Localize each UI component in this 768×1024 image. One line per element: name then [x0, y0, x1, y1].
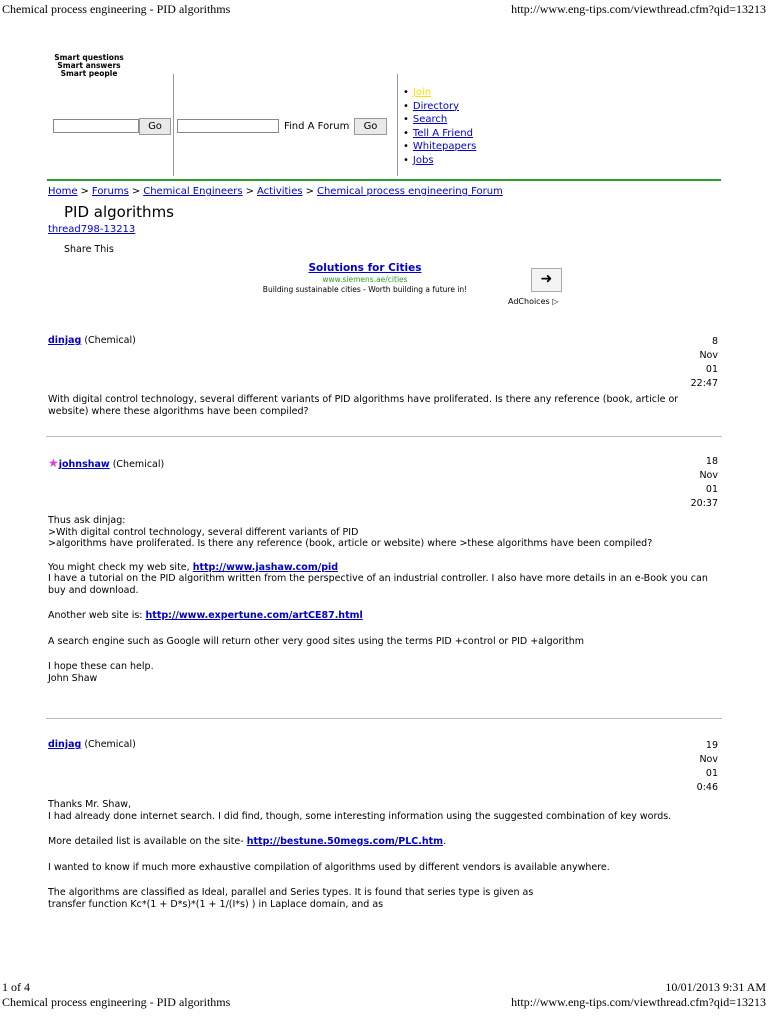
post-text: With digital control technology, several different variants of PID algorithms have proliferated. Is there any reference (book, article or website) where these algorithms have been compiled? — [48, 394, 679, 417]
post-line: >algorithms have proliferated. Is there any reference (book, article or website) where >these algorithms have been compiled? — [48, 538, 653, 549]
nav-jobs-link[interactable]: Jobs — [412, 154, 434, 166]
post-divider — [46, 436, 722, 437]
ad-text: Building sustainable cities - Worth building a future in! — [262, 285, 468, 294]
ad-title[interactable]: Solutions for Cities — [308, 262, 422, 274]
post-line: The algorithms are classified as Ideal, parallel and Series types. It is found that series type is given as — [48, 887, 534, 898]
post-date-time: 22:47 — [690, 378, 718, 389]
site-tagline — [49, 54, 129, 78]
post-line — [48, 610, 718, 622]
breadcrumb-sep: > — [305, 186, 314, 197]
tagline-line-1: Smart questions — [54, 53, 124, 62]
post-date-day: 8 — [711, 336, 718, 347]
nav-jobs[interactable] — [403, 154, 476, 168]
breadcrumb-activities[interactable]: Activities — [256, 186, 303, 197]
nav-whitepapers[interactable] — [403, 140, 476, 154]
post-line: A search engine such as Google will return other very good sites using the terms PID +control or PID +algorithm — [48, 635, 585, 647]
adchoices-label: AdChoices — [508, 297, 550, 306]
post-line: John Shaw — [48, 672, 98, 684]
breadcrumb-sep: > — [131, 186, 141, 197]
nav-search-link[interactable]: Search — [412, 114, 448, 126]
nav-directory[interactable] — [403, 100, 476, 114]
post-date-year: 01 — [705, 484, 718, 495]
header-divider — [173, 74, 174, 176]
breadcrumb-sep: > — [80, 186, 89, 197]
post-date-time: 20:37 — [690, 498, 718, 509]
post-line — [48, 836, 718, 848]
author-role: (Chemical) — [84, 739, 136, 750]
nav-tell-a-friend[interactable] — [403, 127, 476, 141]
post-author — [48, 739, 136, 750]
post-line: transfer function Kc*(1 + D*s)*(1 + 1/(I*s) ) in Laplace domain, and as — [48, 898, 384, 910]
star-icon: ★ — [48, 456, 59, 470]
adchoices[interactable] — [508, 297, 558, 306]
search-input[interactable] — [53, 119, 139, 133]
post-date-month: Nov — [699, 470, 718, 481]
breadcrumb — [48, 186, 503, 197]
page-title: PID algorithms — [64, 203, 174, 221]
post-author — [48, 335, 136, 346]
share-this[interactable]: Share This — [64, 244, 114, 255]
site-nav — [403, 86, 476, 168]
header-divider-2 — [397, 74, 398, 176]
header-separator — [47, 179, 721, 181]
breadcrumb-home[interactable]: Home — [48, 186, 78, 197]
post-line: I hope these can help. — [48, 661, 154, 672]
find-forum-label: Find A Forum — [284, 121, 350, 132]
post-link[interactable]: http://www.expertune.com/artCE87.html — [145, 610, 363, 621]
post-author — [48, 456, 164, 470]
post-date-month: Nov — [699, 754, 718, 765]
print-header-url: http://www.eng-tips.com/viewthread.cfm?qid=13213 — [511, 2, 766, 16]
print-footer-page: 1 of 4 — [2, 980, 30, 994]
post-date-day: 19 — [705, 740, 718, 751]
breadcrumb-chemical-engineers[interactable]: Chemical Engineers — [143, 186, 243, 197]
breadcrumb-forum[interactable]: Chemical process engineering Forum — [316, 186, 503, 197]
post-line-text: Another web site is: — [48, 610, 146, 621]
nav-directory-link[interactable]: Directory — [412, 100, 459, 112]
post-date — [697, 739, 718, 795]
nav-search[interactable] — [403, 113, 476, 127]
post-body — [48, 515, 718, 684]
breadcrumb-sep: > — [245, 186, 254, 197]
print-footer-title: Chemical process engineering - PID algorithms — [2, 995, 231, 1009]
author-role: (Chemical) — [112, 459, 165, 470]
ad-block — [250, 262, 480, 294]
post-line: Thanks Mr. Shaw, — [48, 799, 132, 810]
print-footer-url: http://www.eng-tips.com/viewthread.cfm?qid=13213 — [511, 995, 766, 1009]
post-body — [48, 394, 718, 417]
post-date-time: 0:46 — [696, 782, 718, 793]
tagline-line-3: Smart people — [60, 69, 118, 78]
nav-tell-a-friend-link[interactable]: Tell A Friend — [412, 127, 473, 139]
nav-join[interactable] — [403, 86, 476, 100]
post-date — [691, 335, 718, 391]
post-line: >With digital control technology, several different variants of PID — [48, 526, 359, 538]
post-line-text: . — [443, 836, 447, 847]
author-link[interactable]: johnshaw — [58, 459, 110, 470]
post-date — [691, 455, 718, 511]
nav-whitepapers-link[interactable]: Whitepapers — [412, 141, 477, 153]
adchoices-icon: ▷ — [552, 297, 559, 306]
post-line: I had already done internet search. I did find, though, some interesting information using the suggested combination of key words. — [48, 810, 672, 822]
post-line: I wanted to know if much more exhaustive compilation of algorithms used by different vendors is available anywhere. — [48, 861, 610, 873]
find-forum-go-button[interactable]: Go — [354, 118, 387, 135]
post-body — [48, 799, 718, 910]
print-header-title: Chemical process engineering - PID algorithms — [2, 2, 231, 16]
breadcrumb-forums[interactable]: Forums — [91, 186, 129, 197]
thread-id-link[interactable]: thread798-13213 — [48, 224, 136, 235]
author-link[interactable]: dinjag — [48, 739, 82, 750]
post-date-day: 18 — [705, 456, 718, 467]
print-footer-datetime: 10/01/2013 9:31 AM — [665, 980, 766, 994]
post-line-text: You might check my web site, — [48, 561, 193, 573]
find-forum-input[interactable] — [177, 119, 279, 133]
post-date-year: 01 — [705, 364, 718, 375]
post-link[interactable]: http://www.jashaw.com/pid — [192, 561, 339, 573]
post-line: Thus ask dinjag: — [48, 515, 126, 526]
post-link[interactable]: http://bestune.50megs.com/PLC.htm — [246, 836, 444, 847]
nav-join-link[interactable]: Join — [412, 87, 432, 98]
arrow-right-icon: ➜ — [540, 271, 553, 287]
post-line: I have a tutorial on the PID algorithm written from the perspective of an industrial controller. I also have more details in an e-Book you can buy and download. — [48, 573, 708, 596]
post-date-month: Nov — [699, 350, 718, 361]
post-divider — [46, 718, 722, 719]
ad-url[interactable]: www.siemens.ae/cities — [322, 275, 408, 284]
ad-arrow-button[interactable] — [531, 268, 562, 292]
author-role: (Chemical) — [84, 335, 136, 346]
post-line-text: More detailed list is available on the site- — [48, 836, 247, 847]
search-go-button[interactable]: Go — [139, 118, 171, 135]
author-link[interactable]: dinjag — [48, 335, 82, 346]
post-date-year: 01 — [705, 768, 718, 779]
tagline-line-2: Smart answers — [57, 61, 121, 70]
post-line — [48, 562, 718, 574]
